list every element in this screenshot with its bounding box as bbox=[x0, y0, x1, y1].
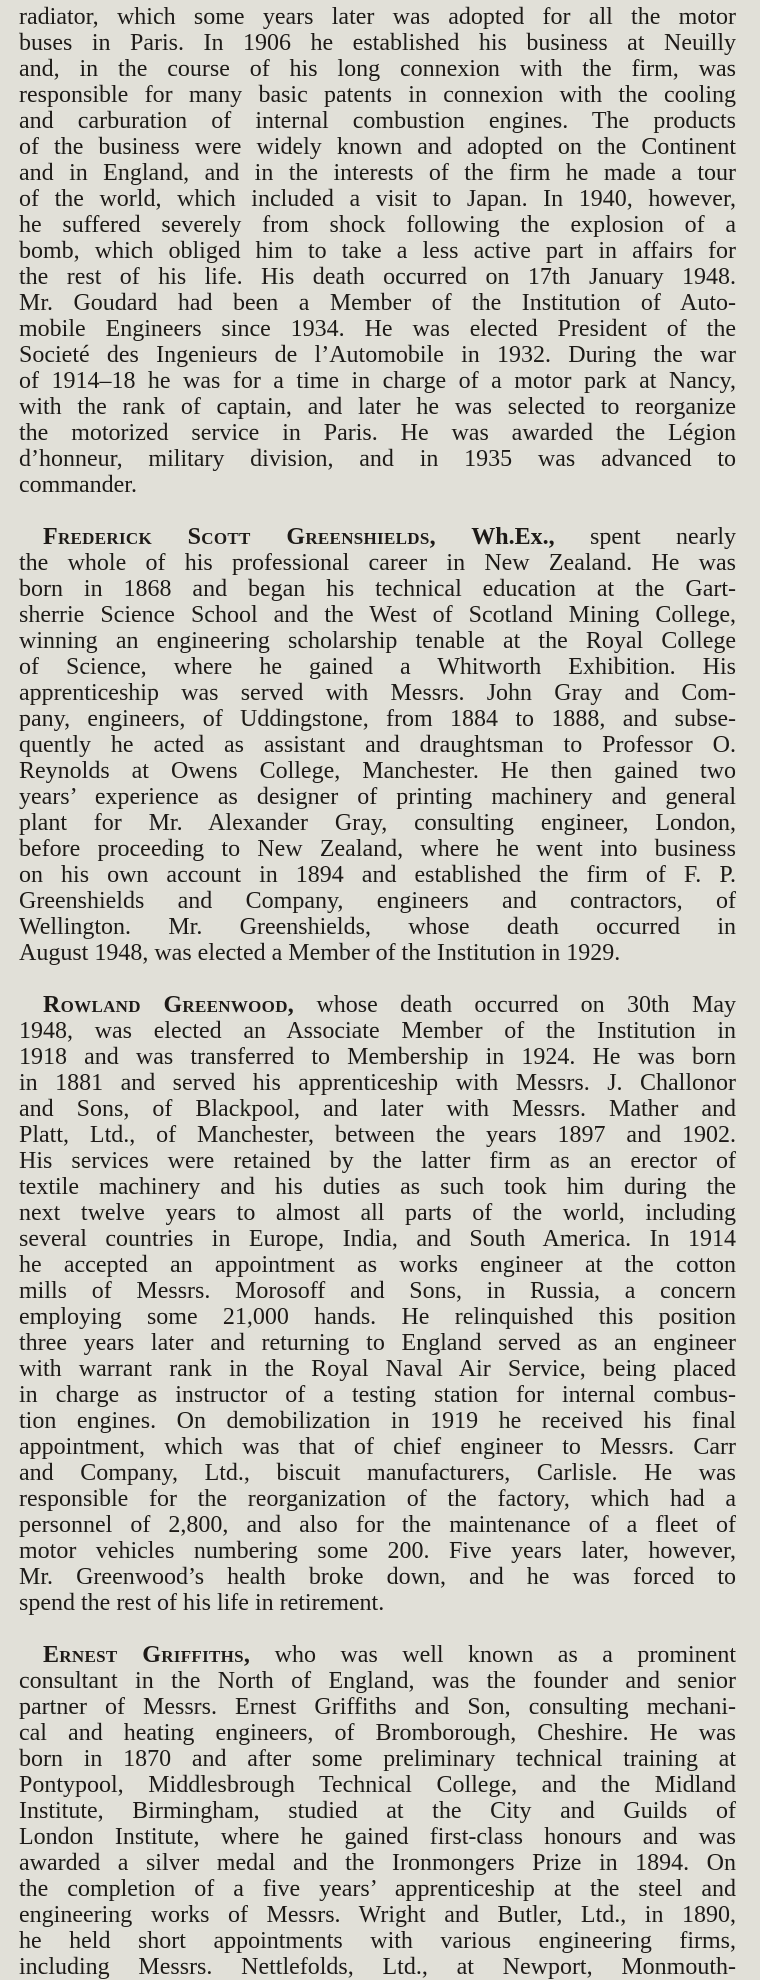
line-text: three years later and returning to England served as an engineer bbox=[19, 1330, 736, 1356]
text-line bbox=[19, 836, 736, 862]
line-text: Societé des Ingenieurs de l’Automobile in 1932. During the war bbox=[19, 342, 736, 368]
line-text: before proceeding to New Zealand, where he went into business bbox=[19, 836, 736, 862]
line-text: in charge as instructor of a testing station for internal combus- bbox=[19, 1382, 736, 1408]
line-text: responsible for many basic patents in connexion with the cooling bbox=[19, 82, 736, 108]
text-line bbox=[19, 1200, 736, 1226]
text-line bbox=[19, 1304, 736, 1330]
text-line bbox=[19, 342, 736, 368]
line-text: pany, engineers, of Uddingstone, from 1884 to 1888, and subse- bbox=[19, 706, 736, 732]
text-line bbox=[19, 1070, 736, 1096]
line-text: with the rank of captain, and later he was selected to reorganize bbox=[19, 394, 736, 420]
line-text: d’honneur, military division, and in 1935 was advanced to bbox=[19, 446, 736, 472]
line-text: cal and heating engineers, of Bromborough, Cheshire. He was bbox=[19, 1720, 736, 1746]
line-text: August 1948, was elected a Member of the Institution in 1929. bbox=[19, 940, 621, 966]
text-line bbox=[19, 1954, 736, 1980]
line-text: motor vehicles numbering some 200. Five years later, however, bbox=[19, 1538, 736, 1564]
line-text: London Institute, where he gained first-class honours and was bbox=[19, 1824, 736, 1850]
line-text: partner of Messrs. Ernest Griffiths and Son, consulting mechani- bbox=[19, 1694, 736, 1720]
line-text: Reynolds at Owens College, Manchester. He then gained two bbox=[19, 758, 736, 784]
text-line bbox=[19, 1252, 736, 1278]
text-line bbox=[19, 888, 736, 914]
line-text: His services were retained by the latter firm as an erector of bbox=[19, 1148, 736, 1174]
text-line bbox=[19, 30, 736, 56]
text-line bbox=[19, 472, 736, 498]
text-line bbox=[19, 654, 736, 680]
obituary-paragraph bbox=[19, 524, 736, 966]
text-line bbox=[19, 940, 736, 966]
text-line bbox=[19, 1746, 736, 1772]
line-text: spend the rest of his life in retirement. bbox=[19, 1590, 385, 1616]
line-text: apprenticeship was served with Messrs. John Gray and Com- bbox=[19, 680, 736, 706]
line-text: on his own account in 1894 and established the firm of F. P. bbox=[19, 862, 736, 888]
line-text: bomb, which obliged him to take a less active part in affairs for bbox=[19, 238, 736, 264]
line-text: Pontypool, Middlesbrough Technical College, and the Midland bbox=[19, 1772, 736, 1798]
line-text: personnel of 2,800, and also for the maintenance of a fleet of bbox=[19, 1512, 736, 1538]
text-line bbox=[19, 1356, 736, 1382]
line-text: the motorized service in Paris. He was awarded the Légion bbox=[19, 420, 736, 446]
line-text: Greenshields and Company, engineers and contractors, of bbox=[19, 888, 736, 914]
text-line bbox=[19, 212, 736, 238]
text-line bbox=[19, 238, 736, 264]
line-text: textile machinery and his duties as such took him during the bbox=[19, 1174, 736, 1200]
text-line bbox=[19, 1720, 736, 1746]
line-text: mills of Messrs. Morosoff and Sons, in Russia, a concern bbox=[19, 1278, 736, 1304]
text-line bbox=[19, 628, 736, 654]
text-line bbox=[19, 524, 736, 550]
text-line bbox=[19, 576, 736, 602]
line-text: buses in Paris. In 1906 he established his business at Neuilly bbox=[19, 30, 736, 56]
text-line bbox=[19, 1824, 736, 1850]
line-text: commander. bbox=[19, 472, 137, 498]
text-line bbox=[19, 4, 736, 30]
line-text: who was well known as a prominent bbox=[274, 1642, 736, 1668]
line-text: appointment, which was that of chief engineer to Messrs. Carr bbox=[19, 1434, 736, 1460]
line-text: tion engines. On demobilization in 1919 he received his final bbox=[19, 1408, 736, 1434]
text-line bbox=[19, 1122, 736, 1148]
obituary-paragraph bbox=[19, 1642, 736, 1980]
line-text: of Science, where he gained a Whitworth Exhibition. His bbox=[19, 654, 736, 680]
line-text: Mr. Goudard had been a Member of the Institution of Auto- bbox=[19, 290, 736, 316]
line-text: and in England, and in the interests of the firm he made a tour bbox=[19, 160, 736, 186]
text-line bbox=[19, 160, 736, 186]
text-line bbox=[19, 1668, 736, 1694]
text-line bbox=[19, 394, 736, 420]
text-line bbox=[19, 1408, 736, 1434]
text-line bbox=[19, 602, 736, 628]
line-text: radiator, which some years later was adopted for all the motor bbox=[19, 4, 736, 30]
obituary-paragraph bbox=[19, 992, 736, 1616]
line-text: awarded a silver medal and the Ironmongers Prize in 1894. On bbox=[19, 1850, 736, 1876]
text-line bbox=[19, 1564, 736, 1590]
text-line bbox=[19, 1590, 736, 1616]
line-text: and Company, Ltd., biscuit manufacturers, Carlisle. He was bbox=[19, 1460, 736, 1486]
line-text: winning an engineering scholarship tenable at the Royal College bbox=[19, 628, 736, 654]
text-line bbox=[19, 1694, 736, 1720]
text-line bbox=[19, 1642, 736, 1668]
text-line bbox=[19, 82, 736, 108]
line-text: born in 1870 and after some preliminary technical training at bbox=[19, 1746, 736, 1772]
text-line bbox=[19, 1486, 736, 1512]
text-line bbox=[19, 784, 736, 810]
line-text: in 1881 and served his apprenticeship with Messrs. J. Challonor bbox=[19, 1070, 736, 1096]
text-line bbox=[19, 1174, 736, 1200]
text-line bbox=[19, 316, 736, 342]
text-line bbox=[19, 706, 736, 732]
line-text: next twelve years to almost all parts of the world, including bbox=[19, 1200, 736, 1226]
text-line bbox=[19, 1798, 736, 1824]
text-line bbox=[19, 1850, 736, 1876]
text-line bbox=[19, 1434, 736, 1460]
text-line bbox=[19, 446, 736, 472]
line-text: plant for Mr. Alexander Gray, consulting engineer, London, bbox=[19, 810, 736, 836]
line-text: 1918 and was transferred to Membership in 1924. He was born bbox=[19, 1044, 736, 1070]
line-text: whose death occurred on 30th May bbox=[316, 992, 737, 1018]
text-line bbox=[19, 914, 736, 940]
text-line bbox=[19, 264, 736, 290]
text-line bbox=[19, 1460, 736, 1486]
text-line bbox=[19, 680, 736, 706]
line-text: 1948, was elected an Associate Member of the Institution in bbox=[19, 1018, 736, 1044]
text-line bbox=[19, 1018, 736, 1044]
line-text: of the world, which included a visit to Japan. In 1940, however, bbox=[19, 186, 736, 212]
line-text: the completion of a five years’ apprenticeship at the steel and bbox=[19, 1876, 736, 1902]
line-text: employing some 21,000 hands. He relinquished this position bbox=[19, 1304, 736, 1330]
line-text: Platt, Ltd., of Manchester, between the years 1897 and 1902. bbox=[19, 1122, 736, 1148]
text-line bbox=[19, 420, 736, 446]
line-text: with warrant rank in the Royal Naval Air Service, being placed bbox=[19, 1356, 736, 1382]
person-name: Rowland Greenwood, bbox=[43, 992, 295, 1018]
obituary-paragraph bbox=[19, 4, 736, 498]
line-text: of the business were widely known and adopted on the Continent bbox=[19, 134, 736, 160]
line-text: Institute, Birmingham, studied at the City and Guilds of bbox=[19, 1798, 736, 1824]
line-text: mobile Engineers since 1934. He was elected President of the bbox=[19, 316, 736, 342]
text-line bbox=[19, 56, 736, 82]
person-name: Ernest Griffiths, bbox=[43, 1642, 251, 1668]
text-line bbox=[19, 368, 736, 394]
line-text: he held short appointments with various engineering firms, bbox=[19, 1928, 736, 1954]
text-line bbox=[19, 550, 736, 576]
line-text: sherrie Science School and the West of Scotland Mining College, bbox=[19, 602, 736, 628]
text-line bbox=[19, 1148, 736, 1174]
line-text: the rest of his life. His death occurred on 17th January 1948. bbox=[19, 264, 736, 290]
line-text: Mr. Greenwood’s health broke down, and he was forced to bbox=[19, 1564, 736, 1590]
text-line bbox=[19, 992, 736, 1018]
text-line bbox=[19, 1382, 736, 1408]
line-text: the whole of his professional career in New Zealand. He was bbox=[19, 550, 736, 576]
text-line bbox=[19, 758, 736, 784]
line-text: Wellington. Mr. Greenshields, whose death occurred in bbox=[19, 914, 736, 940]
text-line bbox=[19, 1928, 736, 1954]
line-text: responsible for the reorganization of the factory, which had a bbox=[19, 1486, 736, 1512]
text-line bbox=[19, 108, 736, 134]
line-text: he accepted an appointment as works engineer at the cotton bbox=[19, 1252, 736, 1278]
text-line bbox=[19, 1512, 736, 1538]
text-line bbox=[19, 1876, 736, 1902]
line-text: of 1914–18 he was for a time in charge of a motor park at Nancy, bbox=[19, 368, 736, 394]
line-text: consultant in the North of England, was the founder and senior bbox=[19, 1668, 736, 1694]
line-text: spent nearly bbox=[590, 524, 737, 550]
text-line bbox=[19, 1538, 736, 1564]
text-line bbox=[19, 1226, 736, 1252]
text-line bbox=[19, 810, 736, 836]
line-text: years’ experience as designer of printing machinery and general bbox=[19, 784, 736, 810]
text-line bbox=[19, 134, 736, 160]
text-line bbox=[19, 1278, 736, 1304]
line-text: including Messrs. Nettlefolds, Ltd., at Newport, Monmouth- bbox=[19, 1954, 736, 1980]
text-line bbox=[19, 290, 736, 316]
line-text: several countries in Europe, India, and South America. In 1914 bbox=[19, 1226, 736, 1252]
text-line bbox=[19, 732, 736, 758]
line-text: quently he acted as assistant and draughtsman to Professor O. bbox=[19, 732, 736, 758]
line-text: engineering works of Messrs. Wright and Butler, Ltd., in 1890, bbox=[19, 1902, 736, 1928]
text-line bbox=[19, 1096, 736, 1122]
line-text: and, in the course of his long connexion with the firm, was bbox=[19, 56, 736, 82]
person-name: Frederick Scott Greenshields, bbox=[43, 524, 436, 550]
text-line bbox=[19, 1330, 736, 1356]
text-line bbox=[19, 1902, 736, 1928]
line-text: and Sons, of Blackpool, and later with Messrs. Mather and bbox=[19, 1096, 736, 1122]
line-text: born in 1868 and began his technical education at the Gart- bbox=[19, 576, 736, 602]
line-text: and carburation of internal combustion engines. The products bbox=[19, 108, 736, 134]
text-line bbox=[19, 862, 736, 888]
line-text: he suffered severely from shock following the explosion of a bbox=[19, 212, 736, 238]
text-line bbox=[19, 186, 736, 212]
honour-suffix: Wh.Ex., bbox=[471, 524, 555, 550]
text-line bbox=[19, 1772, 736, 1798]
text-line bbox=[19, 1044, 736, 1070]
